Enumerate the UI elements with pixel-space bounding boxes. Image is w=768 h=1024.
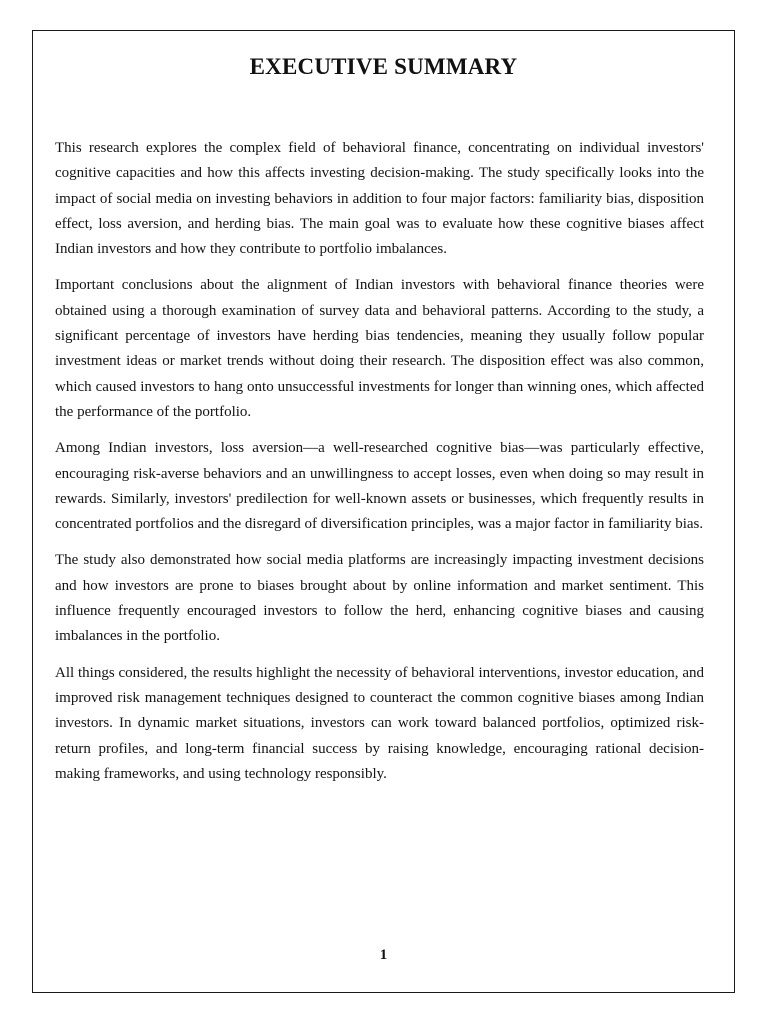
paragraph-intro: This research explores the complex field of behavioral finance, concentrating on individual investors' cognitive capacities and how this affects investing decision-making. The study specifically looks into the impact of social media on investing behaviors in addition to four major factors: familiarity bias, disposition effect, loss aversion, and herding bias. The main goal was to evaluate how these cognitive biases affect Indian investors and how they contribute to portfolio imbalances.: [55, 140, 704, 258]
page-title: EXECUTIVE SUMMARY: [249, 54, 518, 79]
paragraph-loss-aversion: Among Indian investors, loss aversion—a well-researched cognitive bias—was particularly effective, encouraging risk-averse behaviors and an unwillingness to accept losses, even when doing so may result in rewards. Similarly, investors' predilection for well-known assets or businesses, which frequently results in concentrated portfolios and the disregard of diversification principles, was a major factor in familiarity bias.: [55, 440, 704, 533]
paragraph-conclusions: Important conclusions about the alignment of Indian investors with behavioral finance theories were obtained using a thorough examination of survey data and behavioral patterns. According to the study, a significant percentage of investors have herding bias tendencies, meaning they usually follow popular investment ideas or market trends without doing their research. The disposition effect was also common, which caused investors to hang onto unsuccessful investments for longer than winning ones, which affected the performance of the portfolio.: [55, 277, 704, 420]
summary-body: [55, 136, 704, 798]
page-number: 1: [379, 947, 388, 963]
paragraph-social-media: The study also demonstrated how social media platforms are increasingly impacting investment decisions and how investors are prone to biases brought about by online information and market sentiment. This influence frequently encouraged investors to follow the herd, enhancing cognitive biases and causing imbalances in the portfolio.: [55, 552, 704, 645]
paragraph-recommendations: All things considered, the results highlight the necessity of behavioral interventions, investor education, and improved risk management techniques designed to counteract the common cognitive biases among Indian investors. In dynamic market situations, investors can work toward balanced portfolios, optimized risk-return profiles, and long-term financial success by raising knowledge, encouraging rational decision-making frameworks, and using technology responsibly.: [55, 664, 704, 782]
